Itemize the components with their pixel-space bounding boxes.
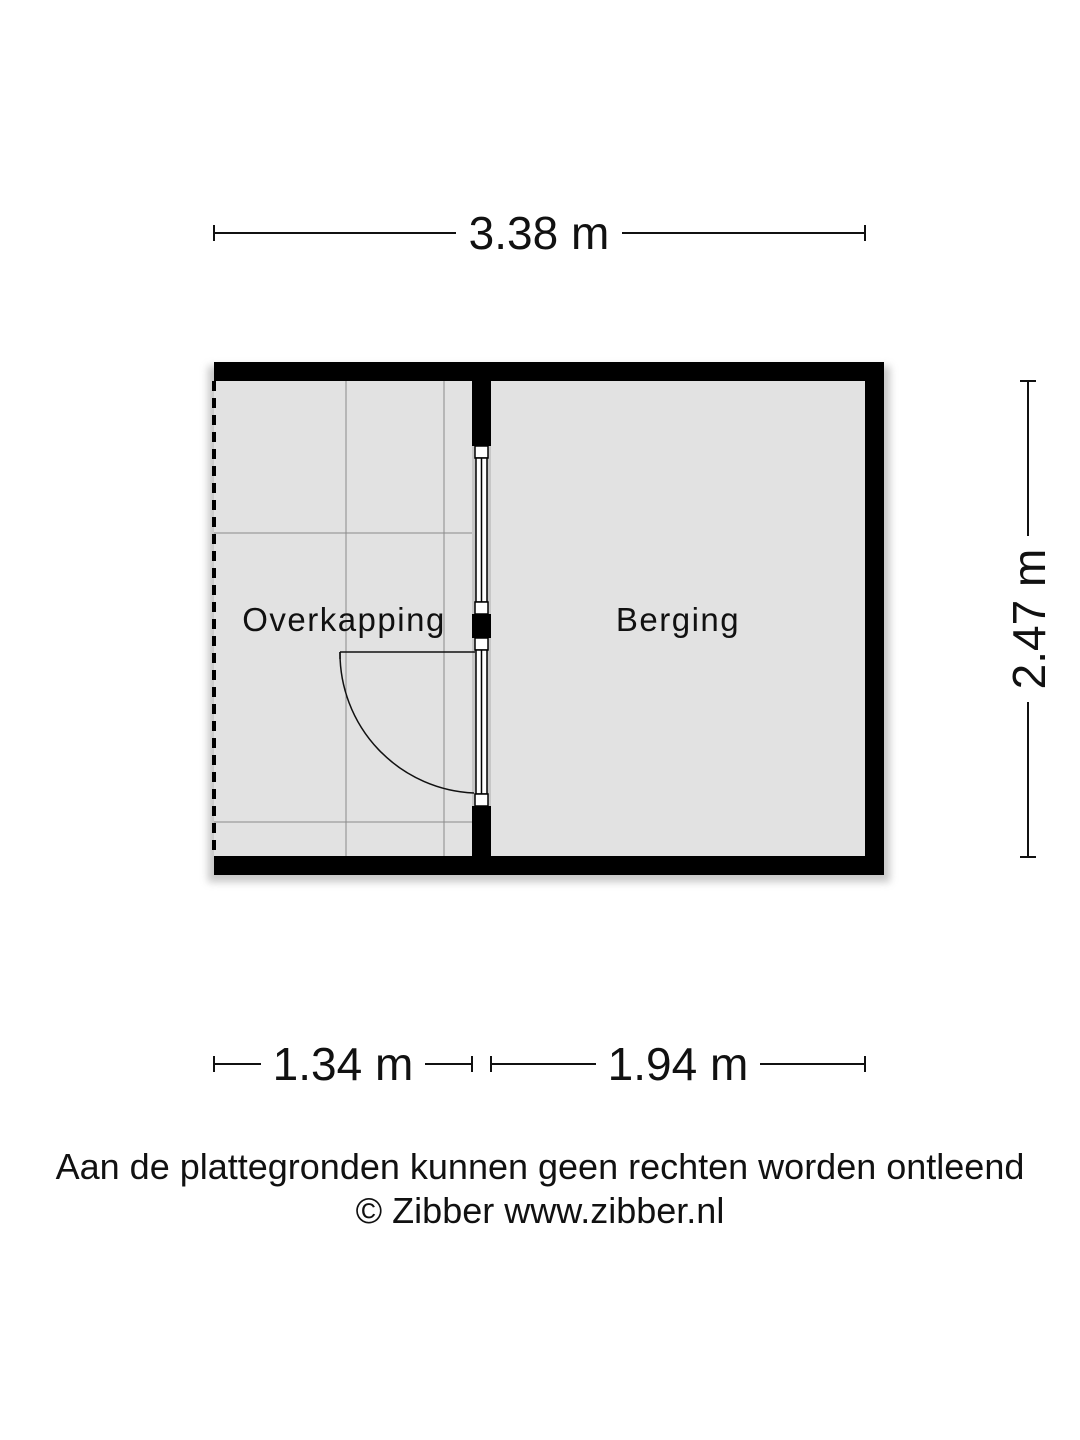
middle-wall-top <box>472 362 491 446</box>
top-dimension-label: 3.38 m <box>468 207 610 259</box>
room-label-berging: Berging <box>615 601 741 638</box>
middle-wall-bottom <box>472 806 491 875</box>
window-upper <box>475 446 488 614</box>
top-wall <box>214 362 884 381</box>
disclaimer-text: Aan de plattegronden kunnen geen rechten worden ontleend <box>55 1146 1025 1187</box>
right-dimension-label: 2.47 m <box>1003 548 1055 690</box>
right-wall <box>865 362 884 875</box>
bottom-left-dimension <box>214 1038 472 1090</box>
bottom-wall <box>214 856 884 875</box>
door-frame <box>475 638 488 806</box>
middle-wall-mid <box>472 614 491 638</box>
bottom-left-dimension-label: 1.34 m <box>272 1038 414 1090</box>
room-label-overkapping: Overkapping <box>242 601 446 638</box>
right-dimension <box>1003 381 1055 857</box>
copyright-text: © Zibber www.zibber.nl <box>355 1190 725 1231</box>
top-dimension <box>214 207 865 259</box>
bottom-right-dimension <box>491 1038 865 1090</box>
bottom-right-dimension-label: 1.94 m <box>607 1038 749 1090</box>
